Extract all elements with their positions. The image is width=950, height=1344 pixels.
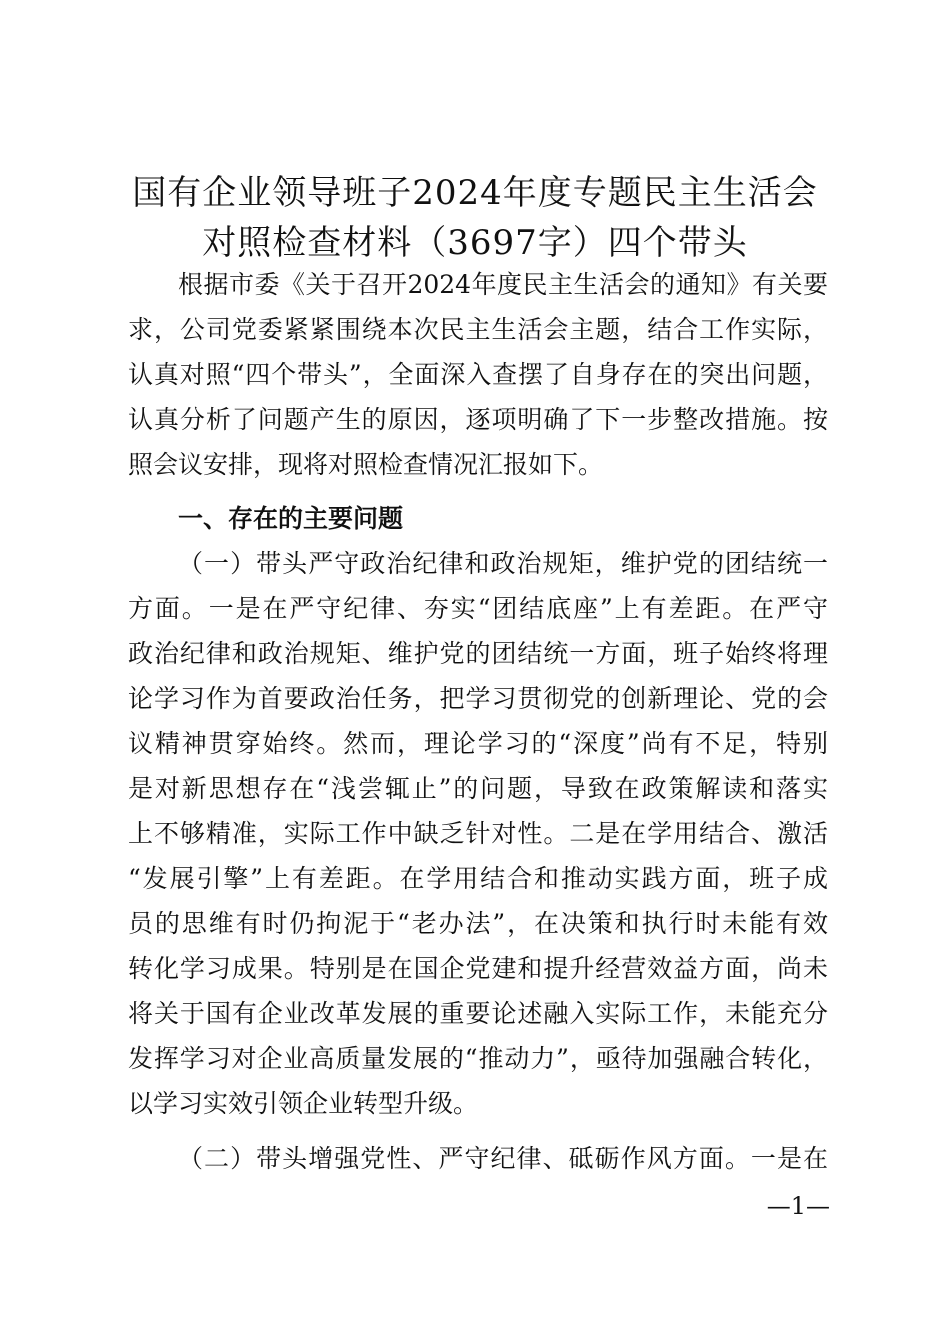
body-paragraph-line: 员的思维有时仍拘泥于“老办法”，在决策和执行时未能有效 <box>128 909 828 938</box>
intro-paragraph-line: 认真对照“四个带头”，全面深入查摆了自身存在的突出问题， <box>128 360 828 389</box>
subsection-heading: （二）带头增强党性、严守纪律、砥砺作风方面。一是在 <box>178 1144 828 1173</box>
body-paragraph-line: 将关于国有企业改革发展的重要论述融入实际工作，未能充分 <box>128 999 828 1028</box>
document-title-line-2: 对照检查材料（3697字）四个带头 <box>202 223 748 263</box>
body-paragraph-line: 政治纪律和政治规矩、维护党的团结统一方面，班子始终将理 <box>128 639 828 668</box>
body-paragraph-line: 以学习实效引领企业转型升级。 <box>128 1089 479 1118</box>
section-heading: 一、存在的主要问题 <box>178 504 404 533</box>
body-paragraph-line: 方面。一是在严守纪律、夯实“团结底座”上有差距。在严守 <box>128 594 828 623</box>
body-paragraph-line: 议精神贯穿始终。然而，理论学习的“深度”尚有不足，特别 <box>128 729 828 758</box>
intro-paragraph-line: 照会议安排，现将对照检查情况汇报如下。 <box>128 450 604 479</box>
body-paragraph-line: 发挥学习对企业高质量发展的“推动力”，亟待加强融合转化， <box>128 1044 828 1073</box>
intro-paragraph-line: 求，公司党委紧紧围绕本次民主生活会主题，结合工作实际， <box>128 315 828 344</box>
intro-paragraph-line: 根据市委《关于召开2024年度民主生活会的通知》有关要 <box>178 270 828 299</box>
body-paragraph-line: 转化学习成果。特别是在国企党建和提升经营效益方面，尚未 <box>128 954 828 983</box>
intro-paragraph-line: 认真分析了问题产生的原因，逐项明确了下一步整改措施。按 <box>128 405 828 434</box>
subsection-heading: （一）带头严守政治纪律和政治规矩，维护党的团结统一 <box>178 549 828 578</box>
body-paragraph-line: 上不够精准，实际工作中缺乏针对性。二是在学用结合、激活 <box>128 819 828 848</box>
body-paragraph-line: “发展引擎”上有差距。在学用结合和推动实践方面，班子成 <box>128 864 828 893</box>
page-number: —1— <box>766 1192 830 1220</box>
document-title-line-1: 国有企业领导班子2024年度专题民主生活会 <box>132 173 818 213</box>
body-paragraph-line: 论学习作为首要政治任务，把学习贯彻党的创新理论、党的会 <box>128 684 828 713</box>
body-paragraph-line: 是对新思想存在“浅尝辄止”的问题，导致在政策解读和落实 <box>128 774 828 803</box>
